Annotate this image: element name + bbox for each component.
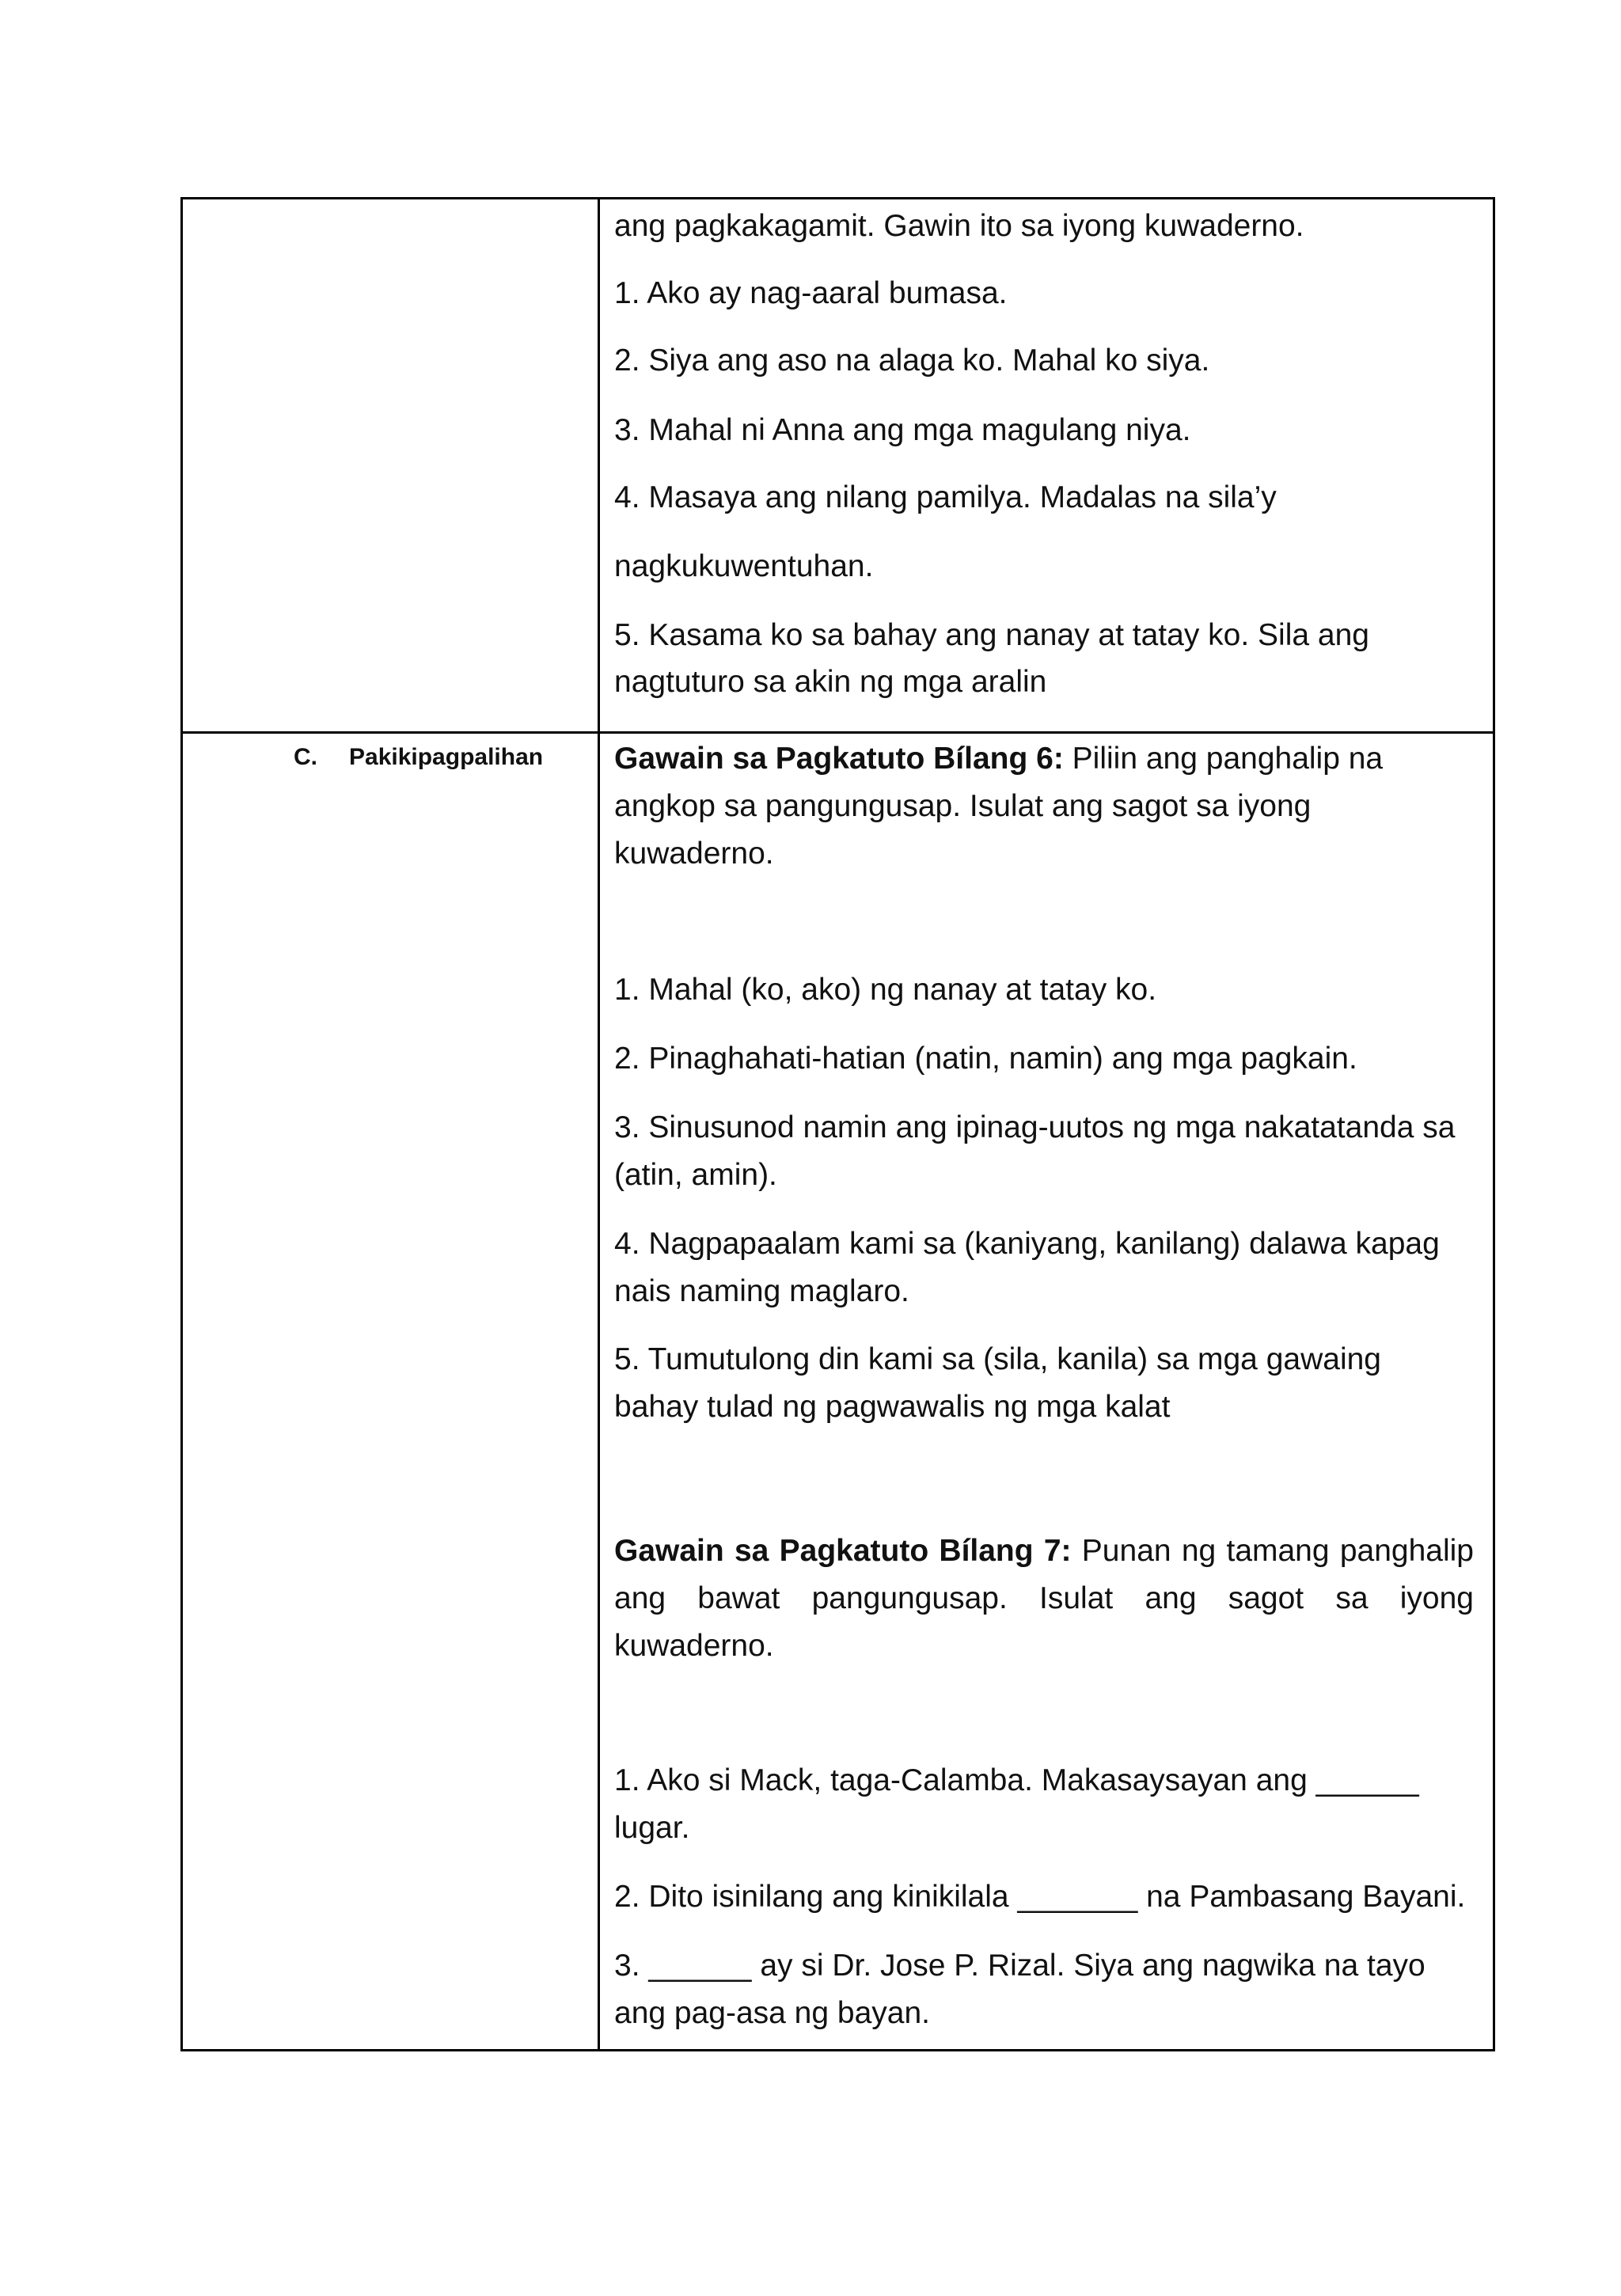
activity6-instruction — [614, 735, 1474, 878]
activity7-item: 3. ______ ay si Dr. Jose P. Rizal. Siya ang nagwika na tayo ang pag-asa ng bayan. — [614, 1949, 1425, 2030]
activity6-item: 5. Tumutulong din kami sa (sila, kanila) sa mga gawaing bahay tulad ng pagwawalis ng mga kalat — [614, 1342, 1381, 1424]
list-item: 4. Masaya ang nilang pamilya. Madalas na sila’y — [614, 480, 1277, 514]
list-item: 3. Mahal ni Anna ang mga magulang niya. — [614, 413, 1191, 447]
activities-cell — [599, 733, 1494, 2051]
list-item-continuation: nagtuturo sa akin ng mga aralin — [614, 665, 1047, 699]
lesson-table — [180, 197, 1495, 2051]
top-right-cell — [599, 199, 1494, 733]
list-item: 2. Siya ang aso na alaga ko. Mahal ko siya. — [614, 343, 1210, 378]
section-letter: C. — [294, 744, 317, 770]
activity7-item: 2. Dito isinilang ang kinikilala _______ na Pambasang Bayani. — [614, 1880, 1466, 1914]
activity7-item: 1. Ako si Mack, taga-Calamba. Makasaysayan ang ______ lugar. — [614, 1763, 1419, 1845]
left-cell-empty — [182, 199, 599, 733]
activity6-item: 1. Mahal (ko, ako) ng nanay at tatay ko. — [614, 973, 1157, 1007]
continued-exercise-list — [600, 199, 1493, 731]
continued-instruction: ang pagkakagamit. Gawin ito sa iyong kuwaderno. — [614, 209, 1304, 243]
activity6-heading: Gawain sa Pagkatuto Bílang 6: — [614, 742, 1064, 776]
activities-content — [600, 734, 1493, 2049]
activity6-item: 3. Sinusunod namin ang ipinag-uutos ng mga nakatatanda sa (atin, amin). — [614, 1110, 1456, 1192]
section-label-cell — [182, 733, 599, 2051]
list-item: 5. Kasama ko sa bahay ang nanay at tatay ko. Sila ang — [614, 618, 1369, 652]
table-row-bottom — [182, 733, 1494, 2051]
section-label — [183, 734, 598, 776]
activity7-instruction — [614, 1528, 1474, 1670]
activity6-item: 4. Nagpapaalam kami sa (kaniyang, kanilang) dalawa kapag nais naming maglaro. — [614, 1227, 1440, 1308]
activity6-instruction-text: Piliin ang panghalip na angkop sa pangungusap. Isulat ang sagot sa iyong kuwaderno. — [614, 742, 1384, 871]
table-row-top — [182, 199, 1494, 733]
activity7-instruction-text: Punan ng tamang panghalip ang bawat pangungusap. Isulat ang sagot sa iyong kuwaderno. — [614, 1534, 1474, 1663]
list-item-continuation: nagkukuwentuhan. — [614, 549, 874, 583]
activity7-heading: Gawain sa Pagkatuto Bílang 7: — [614, 1534, 1072, 1568]
activity6-item: 2. Pinaghahati-hatian (natin, namin) ang mga pagkain. — [614, 1042, 1357, 1076]
list-item: 1. Ako ay nag-aaral bumasa. — [614, 276, 1008, 310]
section-title: Pakikipagpalihan — [349, 744, 544, 770]
